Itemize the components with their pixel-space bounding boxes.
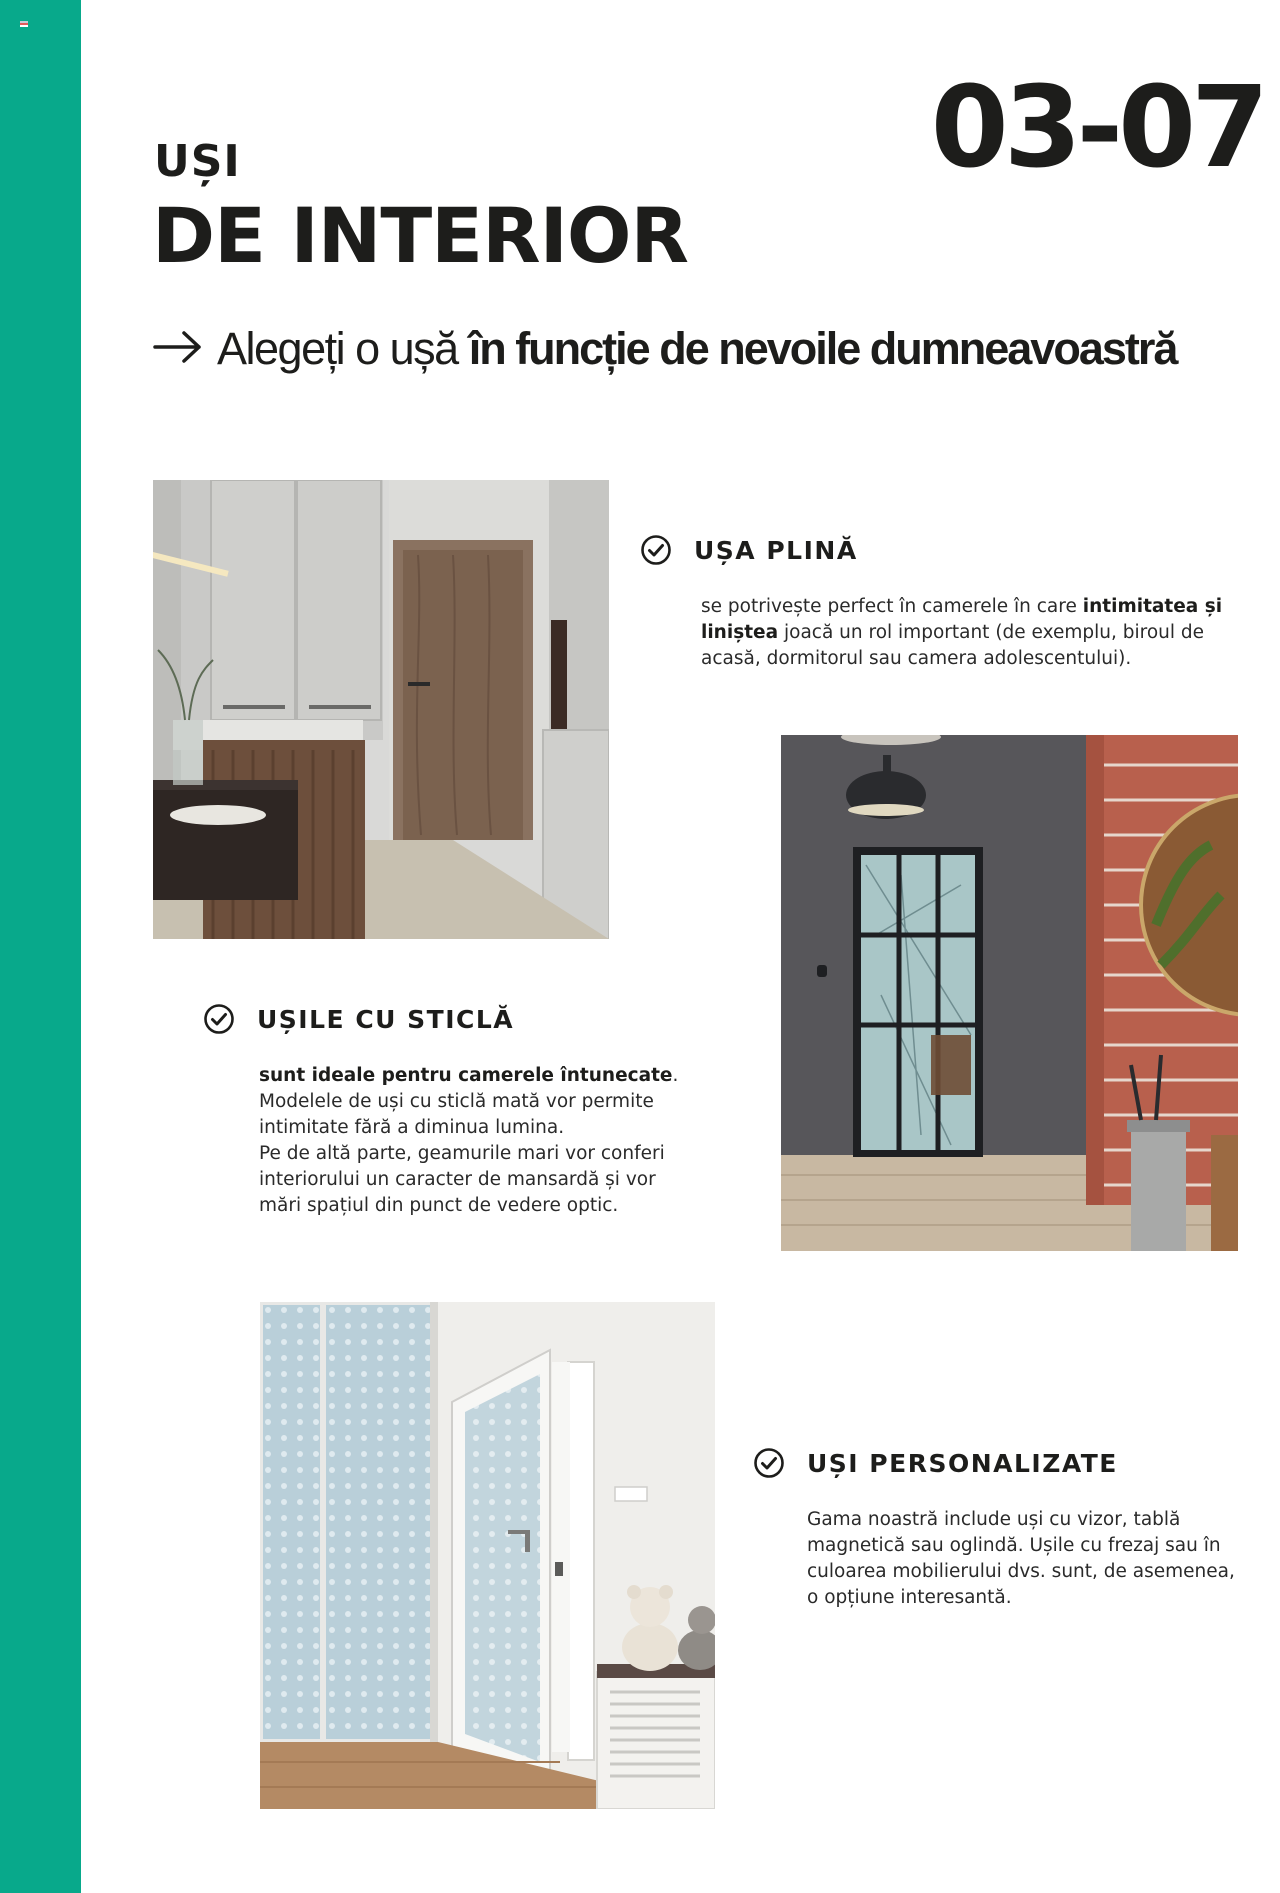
feature-glass-door <box>203 1003 703 1219</box>
feature-text <box>259 1063 689 1219</box>
subtitle-bold: în funcție de nevoile dumneavoastră <box>468 323 1177 374</box>
check-circle-icon <box>640 534 672 566</box>
feature-text-part: se potrivește perfect în camerele în care <box>701 596 1077 617</box>
romanian-flag-icon <box>20 21 28 27</box>
photo-custom-door-room <box>260 1302 715 1809</box>
feature-text-bold: intimitatea și liniștea <box>701 596 1223 643</box>
feature-text-part: Pe de altă parte, geamurile mari vor conferi interiorului un caracter de mansardă și vor mări spațiul din punct de vedere optic. <box>259 1143 665 1216</box>
title-line-1: UȘI <box>154 136 241 187</box>
photo-glass-door-hallway <box>781 735 1238 1251</box>
check-circle-icon <box>753 1447 785 1479</box>
green-side-bar <box>0 0 81 1893</box>
feature-text-bold: sunt ideale pentru camerele întunecate <box>259 1065 673 1086</box>
feature-text-part: . Modelele de uși cu sticlă mată vor permite intimitate fără a diminua lumina. <box>259 1065 679 1138</box>
page-range: 03-07 <box>930 63 1264 193</box>
feature-text-part: joacă un rol important (de exemplu, biroul de acasă, dormitorul sau camera adolescentului). <box>701 622 1205 669</box>
feature-heading: UȘILE CU STICLĂ <box>257 1004 515 1034</box>
photo-solid-door-kitchen <box>153 480 609 939</box>
subtitle-prefix: Alegeți o ușă <box>217 323 458 374</box>
check-circle-icon <box>203 1003 235 1035</box>
arrow-right-icon <box>153 326 209 371</box>
feature-text: Gama noastră include uși cu vizor, tablă magnetică sau oglindă. Ușile cu frezaj sau în culoarea mobilierului dvs. sunt, de asemenea, o opțiune interesantă. <box>807 1509 1235 1608</box>
feature-heading: UȘI PERSONALIZATE <box>807 1448 1118 1478</box>
feature-custom-doors <box>753 1447 1253 1611</box>
feature-text <box>701 594 1241 672</box>
feature-solid-door <box>640 534 1240 672</box>
page-title: DE INTERIOR <box>152 191 689 280</box>
feature-heading: UȘA PLINĂ <box>694 535 858 565</box>
subtitle <box>153 323 1177 374</box>
